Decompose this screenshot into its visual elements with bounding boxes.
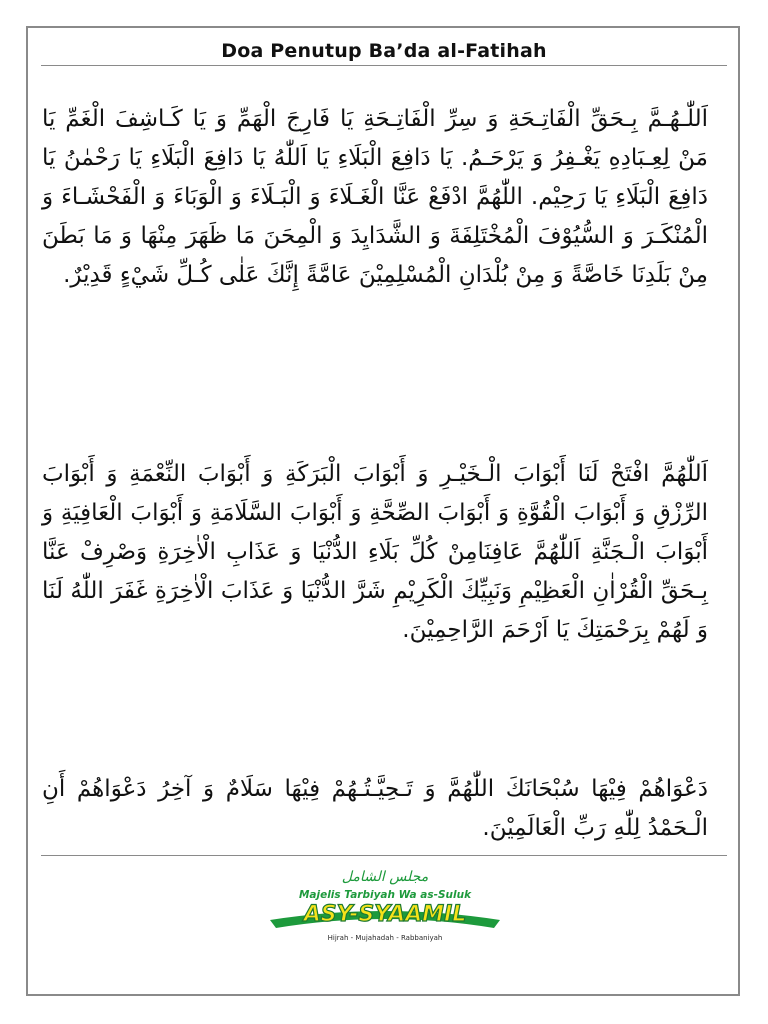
prayer-paragraph-2: اَللّٰهُمَّ افْتَحْ لَنَا أَبْوَابَ الْـخَيْـرِ وَ أَبْوَابَ الْبَرَكَةِ وَ أَبْوَابَ النِّعْمَةِ وَ أَبْوَابَ الرِّزْقِ وَ أَبْوَابَ الْقُوَّةِ وَ أَبْوَابَ الصِّحَّةِ وَ أَبْوَابَ السَّلَامَةِ وَ أَبْوَابَ الْعَافِيَةِ وَ أَبْوَابَ الْـجَنَّةِ اَللّٰهُمَّ عَافِنَامِنْ كُلِّ بَلَاءِ الدُّنْيَا وَ عَذَابِ الْاٰخِرَةِ وَصْرِفْ عَنَّا بِـحَقِّ الْقُرْاٰنِ الْعَظِيْمِ وَنَبِيِّكَ الْكَرِيْمِ شَرَّ الدُّنْيَا وَ عَذَابَ الْاٰخِرَةِ غَفَرَ اللّٰهُ لَنَا وَ لَهُمْ بِرَحْمَتِكَ يَا اَرْحَمَ الرَّاحِمِيْنَ. [42,461,708,643]
document-title: Doa Penutup Ba’da al-Fatihah [221,40,547,62]
footer-divider [41,855,727,856]
prayer-paragraph-3: دَعْوَاهُمْ فِيْهَا سُبْحَانَكَ اللّٰهُمَّ وَ تَـحِيَّـتُـهُمْ فِيْهَا سَلَامٌ وَ آخِرُ دَعْوَاهُمْ أَنِ الْـحَمْدُ لِلّٰهِ رَبِّ الْعَالَمِيْنَ. [42,776,708,841]
prayer-paragraph-1: اَللّٰـهُـمَّ بِـحَقِّ الْفَاتِـحَةِ وَ سِرِّ الْفَاتِـحَةِ يَا فَارِجَ الْهَمِّ وَ يَا كَـاشِفَ الْغَمِّ يَا مَنْ لِعِـبَادِهِ يَغْـفِرُ وَ يَرْحَـمُ. يَا دَافِعَ الْبَلَاءِ يَا اَللّٰهُ يَا دَافِعَ الْبَلَاءِ يَا رَحْمٰنُ يَا دَافِعَ الْبَلَاءِ يَا رَحِيْم. اللّٰهُمَّ ادْفَعْ عَنَّا الْغَـلَاءَ وَ الْبَـلَاءَ وَ الْوَبَاءَ وَ الْفَحْشَـاءَ وَ الْمُنْكَـرَ وَ السُّيُوْفَ الْمُخْتَلِفَةَ وَ الشَّدَايِدَ وَ الْمِحَنَ مَا ظَهَرَ مِنْهَا وَ مَا بَطَنَ مِنْ بَلَدِنَا خَاصَّةً وَ مِنْ بُلْدَانِ الْمُسْلِمِيْنَ عَامَّةً إِنَّكَ عَلٰى كُـلِّ شَيْءٍ قَدِيْرٌ. [42,106,708,288]
logo-name: ASY-SYAAMIL [303,902,467,927]
logo-arabic-text: مجلس الشامل [341,869,429,885]
logo-subtitle: Majelis Tarbiyah Wa as-Suluk [298,889,472,901]
asy-syaamil-logo [262,866,508,946]
logo-motto: Hijrah - Mujahadah - Rabbaniyah [327,934,443,942]
title-underline [41,65,727,66]
